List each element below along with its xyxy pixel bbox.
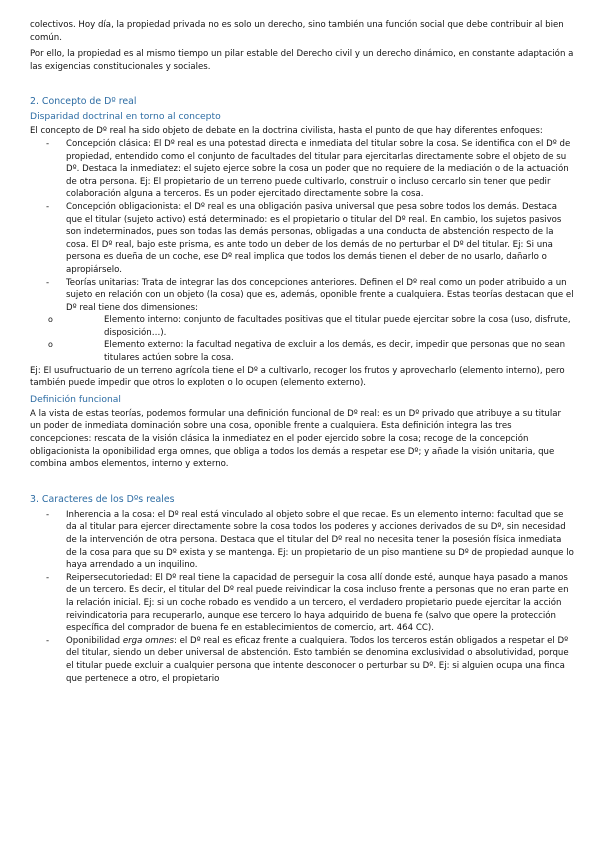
list-item-teorias-unitarias <box>30 277 574 365</box>
characteristics-list <box>30 509 574 685</box>
oponibilidad-text: : el Dº real es eficaz frente a cualquiera. Todos los terceros están obligados a respetar el Dº del titular, siendo un deber universal de abstención. Esto también se denomina exclusividad o absolutividad, porque el titular puede excluir a cualquier persona que intente desconocer o perturbar su Dº. Ej: si alguien ocupa una finca que pertenece a otro, el propietario <box>66 635 569 684</box>
oponibilidad-label: Oponibilidad <box>66 635 123 646</box>
intro-paragraph-1: colectivos. Hoy día, la propiedad privada no es solo un derecho, sino también una función social que debe contribuir al bien común. <box>30 20 564 43</box>
erga-omnes-term: erga omnes <box>122 635 174 646</box>
section-3-heading: 3. Caracteres de los Dºs reales <box>30 493 175 505</box>
dimensions-list <box>30 314 574 364</box>
list-item-concepcion-clasica: - Concepción clásica: El Dº real es una potestad directa e inmediata del titular sobre la cosa. Se identifica con el Dº de propiedad, entendido como el conjunto de facultades del titular para ejercitarlas directamente sobre el objeto de su Dº. Destaca la inmediatez: el sujeto ejerce sobre la cosa un poder que no requiere de la mediación o de la actuación de otra persona. Ej: El propietario de un terreno puede cultivarlo, construir o incluso cercarlo sin tener que pedir colaboración alguna a terceros. Es un poder ejercitado directamente sobre la cosa. <box>30 138 574 201</box>
section-2-subheading: Disparidad doctrinal en torno al concepto <box>30 111 221 123</box>
section-2-lead: El concepto de Dº real ha sido objeto de debate en la doctrina civilista, hasta el punto de que hay diferentes enfoques: <box>30 126 543 137</box>
list-item-reipersecutoriedad: - Reipersecutoriedad: El Dº real tiene la capacidad de perseguir la cosa allí donde esté, aunque haya pasado a manos de un tercero. Es decir, el titular del Dº real puede reivindicar la cosa incluso frente a personas que no eran parte en la relación inicial. Ej: si un coche robado es vendido a un tercero, el verdadero propietario puede ejercitar la acción reivindicatoria para recuperarlo, aunque ese tercero lo haya adquirido de buena fe (salvo que opere la protección específica del comprador de buena fe en establecimientos de comercio, art. 464 CC). <box>30 572 574 635</box>
list-item-inherencia: - Inherencia a la cosa: el Dº real está vinculado al objeto sobre el que recae. Es un elemento interno: facultad que se da al titular para ejercer directamente sobre la cosa todos los poderes y acciones derivados de su Dº, sin necesidad de la intervención de otra persona. Destaca que el titular del Dº real no necesita tener la posesión física inmediata de la cosa para que su Dº exista y se mantenga. Ej: un propietario de un piso mantiene su Dº de propiedad aunque lo haya arrendado a un inquilino. <box>30 509 574 572</box>
list-item-concepcion-obligacionista: - Concepción obligacionista: el Dº real es una obligación pasiva universal que pesa sobre todos los demás. Destaca que el titular (sujeto activo) está determinado: es el propietario o titular del Dº real. En cambio, los sujetos pasivos son indeterminados, pues son todas las demás personas, obligadas a una conducta de abstención respecto de la cosa. El Dº real, bajo este prisma, es ante todo un deber de los demás de no perturbar el Dº del titular. Ej: Si una persona es dueña de un coche, ese Dº real implica que todos los demás tienen el deber de no usarlo, dañarlo o apropiárselo. <box>30 201 574 277</box>
approaches-list <box>30 138 574 365</box>
usufructuario-example: Ej: El usufructuario de un terreno agrícola tiene el Dº a cultivarlo, recoger los frutos y aprovecharlo (elemento interno), pero también puede impedir que otros lo exploten o lo ocupen (elemento externo). <box>30 365 565 389</box>
teorias-unitarias-text: Teorías unitarias: Trata de integrar las dos concepciones anteriores. Definen el Dº real como un poder atribuido a un sujeto en relación con un objeto (la cosa) que es, además, oponible frente a cualquiera. Estas teorías destacan que el Dº real tiene dos dimensiones: <box>66 277 574 313</box>
definicion-funcional-text: A la vista de estas teorías, podemos formular una definición funcional de Dº real: es un Dº privado que atribuye a su titular un poder de inmediata dominación sobre una cosa, oponible frente a cualquiera. Esta definición integra las tres concepciones: rescata de la visión clásica la inmediatez en el poder ejercido sobre la cosa; recoge de la concepción obligacionista la oponibilidad erga omnes, que obliga a todos los demás a respetar ese Dº; y añade la visión unitaria, que combina ambos elementos, interno y externo. <box>30 408 562 470</box>
section-2-heading: 2. Concepto de Dº real <box>30 96 137 108</box>
intro-paragraph-2: Por ello, la propiedad es al mismo tiempo un pilar estable del Derecho civil y un derecho dinámico, en constante adaptación a las exigencias constitucionales y sociales. <box>30 49 574 72</box>
list-item-oponibilidad <box>30 635 574 685</box>
list-item-elemento-interno: o Elemento interno: conjunto de facultades positivas que el titular puede ejercitar sobre la cosa (uso, disfrute, disposición…). <box>30 314 574 339</box>
list-item-elemento-externo: o Elemento externo: la facultad negativa de excluir a los demás, es decir, impedir que personas que no sean titulares actúen sobre la cosa. <box>30 339 574 364</box>
definicion-funcional-heading: Definición funcional <box>30 393 121 405</box>
